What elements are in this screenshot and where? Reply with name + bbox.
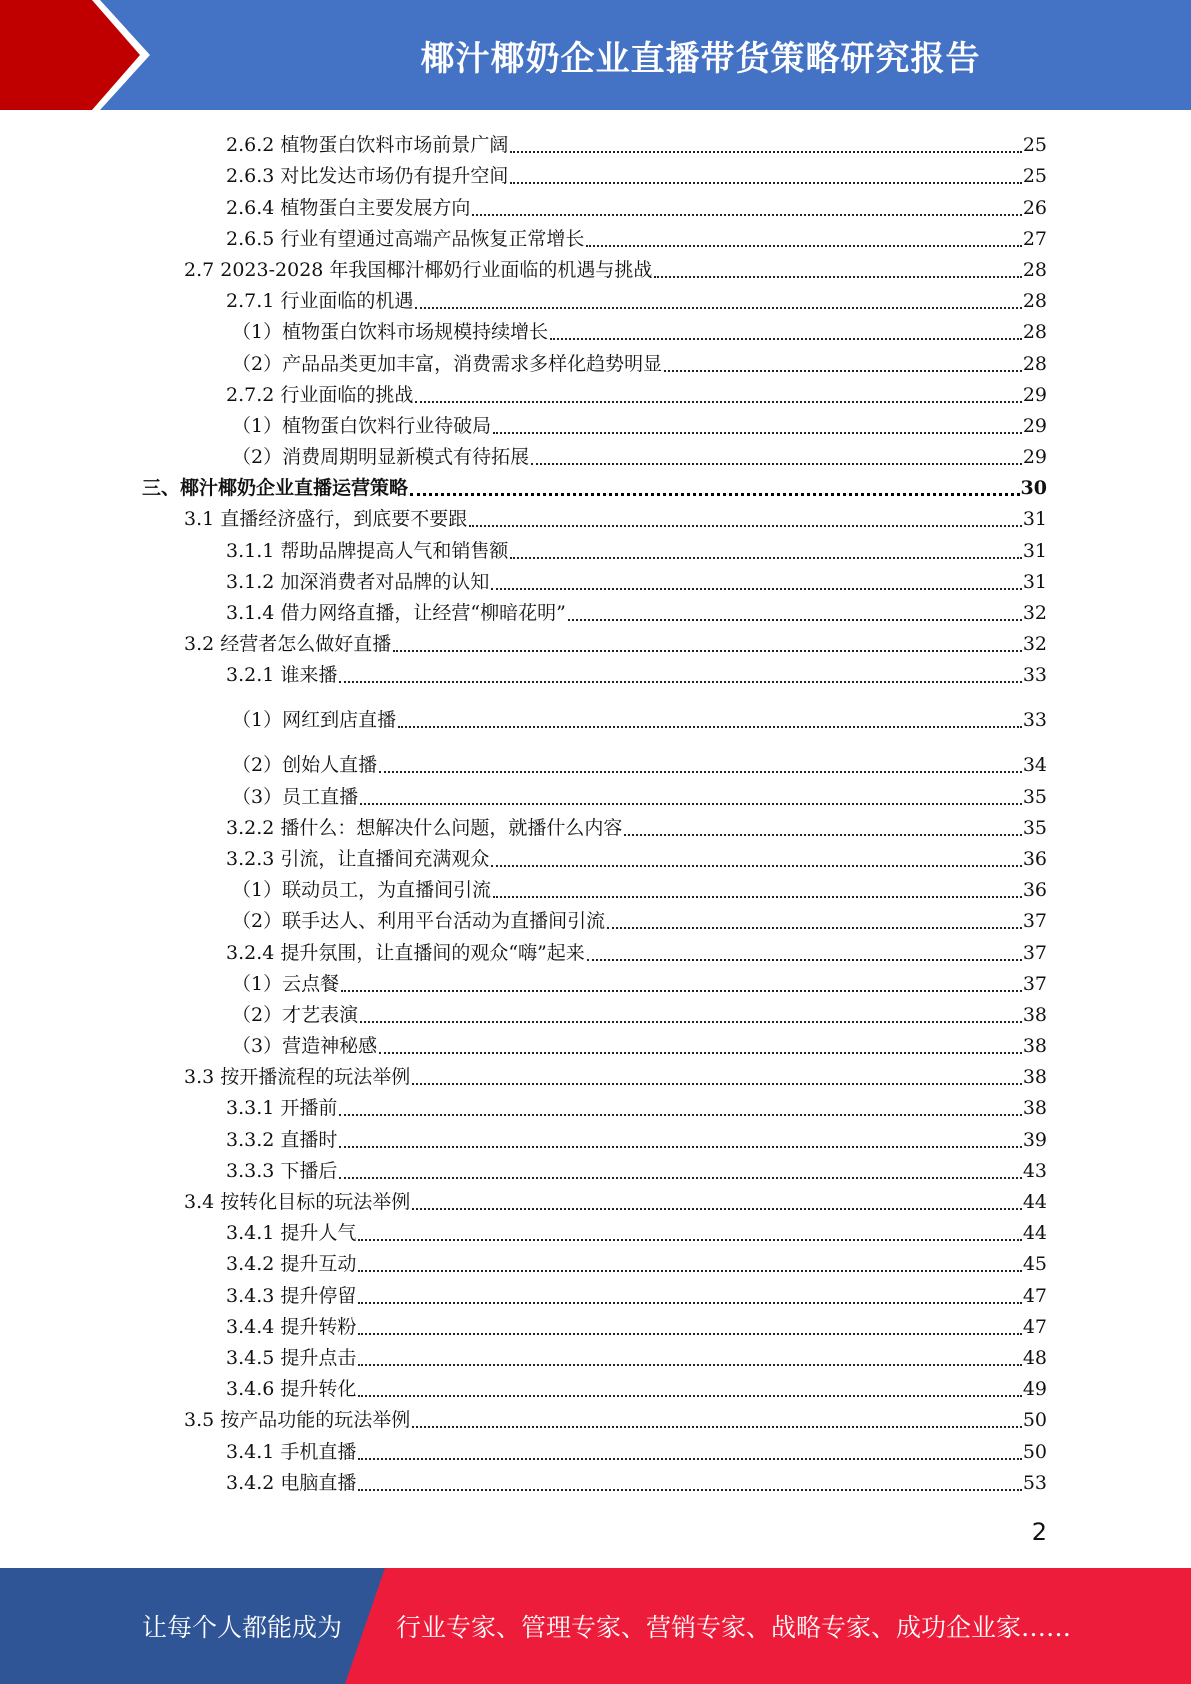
toc-entry-label: 3.2.4 提升氛围，让直播间的观众“嗨”起来 [226, 941, 585, 964]
page-header [0, 0, 1191, 110]
toc-leader-dots [393, 649, 1022, 652]
toc-entry[interactable] [142, 965, 1047, 996]
toc-entry-page: 27 [1022, 227, 1047, 250]
toc-entry-label: 3.4.3 提升停留 [226, 1284, 357, 1307]
table-of-contents [142, 126, 1047, 1495]
toc-leader-dots [339, 680, 1021, 683]
toc-entry-label: 3.3 按开播流程的玩法举例 [184, 1066, 411, 1089]
toc-leader-dots [510, 150, 1021, 153]
toc-entry-page: 47 [1022, 1315, 1047, 1338]
toc-entry-label: （2）联手达人、利用平台活动为直播间引流 [232, 910, 606, 933]
toc-leader-dots [339, 1113, 1021, 1116]
toc-entry[interactable] [142, 1370, 1047, 1401]
toc-leader-dots [493, 431, 1022, 434]
toc-entry-label: 3.4.5 提升点击 [226, 1346, 357, 1369]
toc-leader-dots [412, 1207, 1022, 1210]
toc-entry[interactable] [142, 500, 1047, 531]
toc-entry-page: 49 [1022, 1378, 1047, 1401]
toc-leader-dots [358, 1457, 1021, 1460]
toc-entry-label: （1）植物蛋白饮料市场规模持续增长 [232, 321, 549, 344]
toc-leader-dots [358, 1301, 1021, 1304]
report-title: 椰汁椰奶企业直播带货策略研究报告 [420, 38, 981, 79]
toc-entry[interactable] [142, 563, 1047, 594]
toc-entry[interactable] [142, 840, 1047, 871]
toc-entry-page: 35 [1022, 816, 1047, 839]
toc-leader-dots [568, 618, 1022, 621]
toc-entry-page: 33 [1022, 664, 1047, 687]
toc-entry[interactable] [142, 469, 1047, 500]
toc-entry-page: 48 [1022, 1346, 1047, 1369]
toc-entry-page: 38 [1022, 1097, 1047, 1120]
toc-leader-dots [360, 1020, 1022, 1023]
toc-entry[interactable] [142, 220, 1047, 251]
toc-leader-dots [664, 369, 1022, 372]
footer-right-text: 行业专家、管理专家、营销专家、战略专家、成功企业家…… [396, 1613, 1072, 1642]
toc-entry[interactable] [142, 1183, 1047, 1214]
toc-entry[interactable] [142, 126, 1047, 157]
toc-entry-page: 38 [1022, 1066, 1047, 1089]
toc-entry-page: 44 [1022, 1222, 1047, 1245]
toc-leader-dots [624, 833, 1021, 836]
toc-entry-label: 3.4.2 提升互动 [226, 1253, 357, 1276]
toc-leader-dots [412, 1425, 1022, 1428]
toc-leader-dots [379, 770, 1022, 773]
toc-entry-page: 25 [1022, 134, 1047, 157]
toc-entry-label: 3.1.2 加深消费者对品牌的认知 [226, 570, 490, 593]
toc-leader-dots [469, 524, 1022, 527]
toc-entry[interactable] [142, 376, 1047, 407]
toc-leader-dots [358, 1269, 1021, 1272]
toc-entry[interactable] [142, 1401, 1047, 1432]
toc-entry-label: 3.1 直播经济盛行，到底要不要跟 [184, 508, 468, 531]
toc-entry[interactable] [142, 902, 1047, 933]
toc-entry[interactable] [142, 1339, 1047, 1370]
toc-entry-label: 3.3.2 直播时 [226, 1128, 338, 1151]
toc-leader-dots [531, 462, 1022, 465]
toc-entry-page: 29 [1022, 383, 1047, 406]
toc-entry-page: 26 [1022, 196, 1047, 219]
toc-entry[interactable] [142, 313, 1047, 344]
toc-entry[interactable] [142, 809, 1047, 840]
toc-leader-dots [358, 1238, 1021, 1241]
toc-entry-label: （2）创始人直播 [232, 754, 378, 777]
toc-entry-label: （2）才艺表演 [232, 1003, 359, 1026]
toc-entry-label: 2.6.5 行业有望通过高端产品恢复正常增长 [226, 227, 585, 250]
toc-entry[interactable] [142, 1308, 1047, 1339]
toc-entry-label: 3.1.1 帮助品牌提高人气和销售额 [226, 539, 509, 562]
toc-entry-label: 2.7.2 行业面临的挑战 [226, 383, 414, 406]
toc-entry[interactable] [142, 1464, 1047, 1495]
toc-entry[interactable] [142, 1276, 1047, 1307]
toc-entry-label: 3.4.1 提升人气 [226, 1222, 357, 1245]
page-footer [0, 1568, 1191, 1684]
toc-entry[interactable] [142, 1214, 1047, 1245]
toc-leader-dots [607, 926, 1022, 929]
toc-entry[interactable] [142, 251, 1047, 282]
toc-entry-page: 25 [1022, 165, 1047, 188]
toc-entry-label: 3.2 经营者怎么做好直播 [184, 633, 392, 656]
toc-leader-dots [339, 1176, 1021, 1179]
toc-leader-dots [415, 306, 1021, 309]
toc-entry[interactable] [142, 531, 1047, 562]
toc-entry-label: 3.1.4 借力网络直播，让经营“柳暗花明” [226, 602, 566, 624]
toc-entry-label: 3.4.2 电脑直播 [226, 1471, 357, 1494]
toc-entry[interactable] [142, 344, 1047, 375]
toc-entry-page: 31 [1022, 508, 1047, 531]
toc-entry-label: 3.2.2 播什么：想解决什么问题，就播什么内容 [226, 816, 623, 839]
toc-entry-page: 28 [1022, 321, 1047, 344]
toc-entry[interactable] [142, 996, 1047, 1027]
toc-entry-page: 28 [1022, 352, 1047, 375]
toc-entry-page: 38 [1022, 1035, 1047, 1058]
toc-entry-label: 3.5 按产品功能的玩法举例 [184, 1409, 411, 1432]
toc-entry-label: 3.4.4 提升转粉 [226, 1315, 357, 1338]
toc-entry[interactable] [142, 732, 1047, 777]
toc-entry-page: 37 [1022, 941, 1047, 964]
toc-leader-dots [339, 1145, 1021, 1148]
toc-entry-label: 2.6.3 对比发达市场仍有提升空间 [226, 165, 509, 188]
toc-entry-page: 29 [1022, 446, 1047, 469]
toc-leader-dots [412, 1082, 1022, 1085]
toc-entry-label: 3.4.1 手机直播 [226, 1440, 357, 1463]
toc-entry-label: （1）云点餐 [232, 972, 340, 995]
toc-leader-dots [415, 400, 1021, 403]
toc-leader-dots [358, 1332, 1021, 1335]
toc-leader-dots [587, 958, 1022, 961]
toc-entry[interactable] [142, 1089, 1047, 1120]
toc-entry-page: 28 [1022, 258, 1047, 281]
toc-entry-label: （3）员工直播 [232, 785, 359, 808]
toc-entry-label: 3.2.3 引流，让直播间充满观众 [226, 847, 490, 870]
toc-entry-label: 3.3.1 开播前 [226, 1097, 338, 1120]
toc-entry-page: 53 [1022, 1471, 1047, 1494]
toc-entry-page: 29 [1022, 414, 1047, 437]
toc-entry-page: 47 [1022, 1284, 1047, 1307]
toc-entry[interactable] [142, 438, 1047, 469]
page-number: 2 [1031, 1518, 1047, 1546]
toc-entry[interactable] [142, 1432, 1047, 1463]
toc-entry-page: 39 [1022, 1128, 1047, 1151]
toc-entry[interactable] [142, 1245, 1047, 1276]
toc-entry-label: 3.3.3 下播后 [226, 1159, 338, 1182]
toc-entry-label: （1）联动员工，为直播间引流 [232, 879, 492, 902]
toc-entry-page: 45 [1022, 1253, 1047, 1276]
toc-entry[interactable] [142, 1152, 1047, 1183]
toc-entry-label: 3.4 按转化目标的玩法举例 [184, 1191, 411, 1213]
toc-entry[interactable] [142, 282, 1047, 313]
toc-leader-dots [491, 864, 1021, 867]
toc-entry-label: 3.4.6 提升转化 [226, 1378, 357, 1401]
footer-left-text: 让每个人都能成为 [142, 1613, 343, 1642]
toc-entry-label: （1）网红到店直播 [232, 709, 397, 732]
toc-leader-dots [550, 337, 1022, 340]
toc-entry-label: （2）消费周期明显新模式有待拓展 [232, 446, 530, 469]
toc-entry-page: 31 [1022, 570, 1047, 593]
toc-entry[interactable] [142, 188, 1047, 219]
toc-leader-dots [341, 989, 1022, 992]
toc-entry-label: （1）植物蛋白饮料行业待破局 [232, 414, 492, 437]
toc-entry-label: 2.7.1 行业面临的机遇 [226, 290, 414, 313]
toc-entry[interactable] [142, 777, 1047, 808]
toc-leader-dots [654, 275, 1021, 278]
toc-entry-label: （2）产品品类更加丰富，消费需求多样化趋势明显 [232, 352, 663, 375]
toc-entry-page: 43 [1022, 1159, 1047, 1182]
toc-entry-page: 35 [1022, 785, 1047, 808]
toc-entry-label: 2.6.4 植物蛋白主要发展方向 [226, 196, 471, 219]
toc-leader-dots [358, 1488, 1021, 1491]
toc-entry-page: 50 [1022, 1440, 1047, 1463]
toc-entry[interactable] [142, 157, 1047, 188]
toc-leader-dots [358, 1394, 1021, 1397]
toc-entry-page: 32 [1022, 602, 1047, 624]
toc-leader-dots [491, 587, 1021, 590]
toc-entry-page: 31 [1022, 539, 1047, 562]
toc-entry[interactable] [142, 687, 1047, 732]
toc-entry-page: 44 [1022, 1191, 1047, 1213]
toc-entry-page: 37 [1022, 972, 1047, 995]
toc-entry-page: 32 [1022, 633, 1047, 656]
toc-entry-page: 36 [1022, 847, 1047, 870]
toc-leader-dots [510, 181, 1021, 184]
toc-entry-page: 37 [1022, 910, 1047, 933]
toc-leader-dots [360, 802, 1022, 805]
toc-leader-dots [358, 1363, 1021, 1366]
toc-entry-page: 38 [1022, 1003, 1047, 1026]
toc-entry-label: 2.6.2 植物蛋白饮料市场前景广阔 [226, 134, 509, 157]
chevron-decoration [0, 0, 160, 110]
toc-leader-dots [398, 725, 1022, 728]
toc-entry[interactable] [142, 1058, 1047, 1089]
toc-entry[interactable] [142, 1120, 1047, 1151]
toc-entry-label: 三、椰汁椰奶企业直播运营策略 [142, 477, 409, 500]
toc-leader-dots [493, 895, 1022, 898]
toc-entry-label: 2.7 2023-2028 年我国椰汁椰奶行业面临的机遇与挑战 [184, 258, 653, 281]
toc-entry[interactable] [142, 656, 1047, 687]
toc-leader-dots [586, 244, 1021, 247]
toc-entry[interactable] [142, 594, 1047, 625]
toc-entry-page: 30 [1020, 477, 1047, 500]
toc-leader-dots [379, 1051, 1022, 1054]
toc-entry-label: （3）营造神秘感 [232, 1035, 378, 1058]
toc-entry[interactable] [142, 933, 1047, 964]
toc-entry[interactable] [142, 871, 1047, 902]
toc-entry[interactable] [142, 1027, 1047, 1058]
toc-entry[interactable] [142, 625, 1047, 656]
toc-entry-page: 34 [1022, 754, 1047, 777]
toc-entry-page: 28 [1022, 290, 1047, 313]
toc-leader-dots [510, 556, 1021, 559]
toc-entry-page: 33 [1022, 709, 1047, 732]
toc-entry-page: 36 [1022, 879, 1047, 902]
toc-entry-label: 3.2.1 谁来播 [226, 664, 338, 687]
toc-leader-dots [472, 213, 1021, 216]
toc-leader-dots [410, 492, 1020, 496]
toc-entry-page: 50 [1022, 1409, 1047, 1432]
toc-entry[interactable] [142, 407, 1047, 438]
